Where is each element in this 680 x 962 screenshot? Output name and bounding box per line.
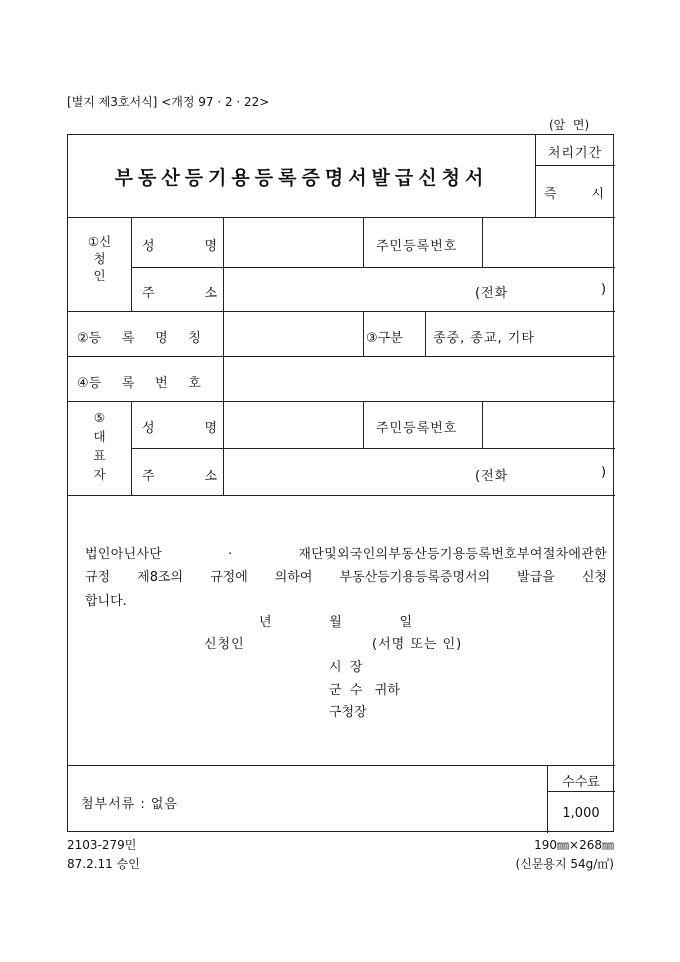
applicant-id-label: 주민등록번호 xyxy=(376,239,458,254)
applicant-name-field[interactable] xyxy=(224,218,362,266)
applicant-name-label: 성 명 xyxy=(142,239,217,254)
representative-name-label: 성 명 xyxy=(142,421,217,436)
applicant-phone-label: (전화 xyxy=(475,286,509,301)
addressee-district-head: 구청장 xyxy=(329,705,367,720)
fee-label: 수수료 xyxy=(562,775,600,790)
representative-address-label: 주 소 xyxy=(142,469,217,484)
applicant-id-field[interactable] xyxy=(483,218,614,266)
representative-label: ⑤ 대 표 자 xyxy=(93,410,106,482)
representative-phone-close: ) xyxy=(601,465,607,480)
sign-or-seal: (서명 또는 인) xyxy=(372,637,463,652)
processing-period-value: 즉 시 xyxy=(544,187,604,202)
applicant-sign-label: 신청인 xyxy=(204,637,245,652)
registration-number-label: ④등 록 번 호 xyxy=(77,376,201,391)
category-label: ③구분 xyxy=(366,331,403,346)
representative-id-field[interactable] xyxy=(483,402,614,447)
form-reference: [별지 제3호서식] <개정 97 · 2 · 22> xyxy=(67,95,270,109)
applicant-phone-close: ) xyxy=(601,282,607,297)
applicant-address-label: 주 소 xyxy=(142,286,217,301)
footer-approval: 87.2.11 승인 xyxy=(67,857,140,871)
body-line-2: 규정 제8조의 규정에 의하여 부동산등기용등록증명서의 발급을 신청 xyxy=(85,570,607,585)
attachments: 첨부서류 : 없음 xyxy=(81,797,178,812)
representative-phone-label: (전화 xyxy=(475,469,509,484)
representative-name-field[interactable] xyxy=(224,402,362,447)
date-line: 년 월 일 xyxy=(259,615,412,630)
form-title: 부동산등기용등록증명서발급신청서 xyxy=(114,167,489,189)
footer-paper-type: (신문용지 54g/㎡) xyxy=(515,857,614,871)
processing-period-label: 처리기간 xyxy=(547,146,603,161)
footer-form-number: 2103-279민 xyxy=(67,838,137,852)
representative-id-label: 주민등록번호 xyxy=(376,421,458,436)
representative-address-field[interactable] xyxy=(224,449,614,494)
page-side-label: (앞 면) xyxy=(549,118,590,132)
application-form xyxy=(67,134,614,832)
addressee-governor: 군 수 귀하 xyxy=(329,683,400,698)
fee-value: 1,000 xyxy=(562,806,600,821)
registration-name-field[interactable] xyxy=(224,312,362,355)
body-line-3: 합니다. xyxy=(85,594,127,609)
footer-paper-size: 190㎜×268㎜ xyxy=(534,838,614,852)
registration-number-field[interactable] xyxy=(224,357,614,400)
applicant-label: ①신 청 인 xyxy=(87,234,112,283)
body-line-1: 법인아닌사단 · 재단및외국인의부동산등기용등록번호부여절차에관한 xyxy=(85,547,607,562)
applicant-address-field[interactable] xyxy=(224,268,614,310)
registration-name-label: ②등 록 명 칭 xyxy=(77,331,201,346)
category-value: 종중, 종교, 기타 xyxy=(433,331,535,346)
addressee-mayor: 시 장 xyxy=(329,660,363,675)
